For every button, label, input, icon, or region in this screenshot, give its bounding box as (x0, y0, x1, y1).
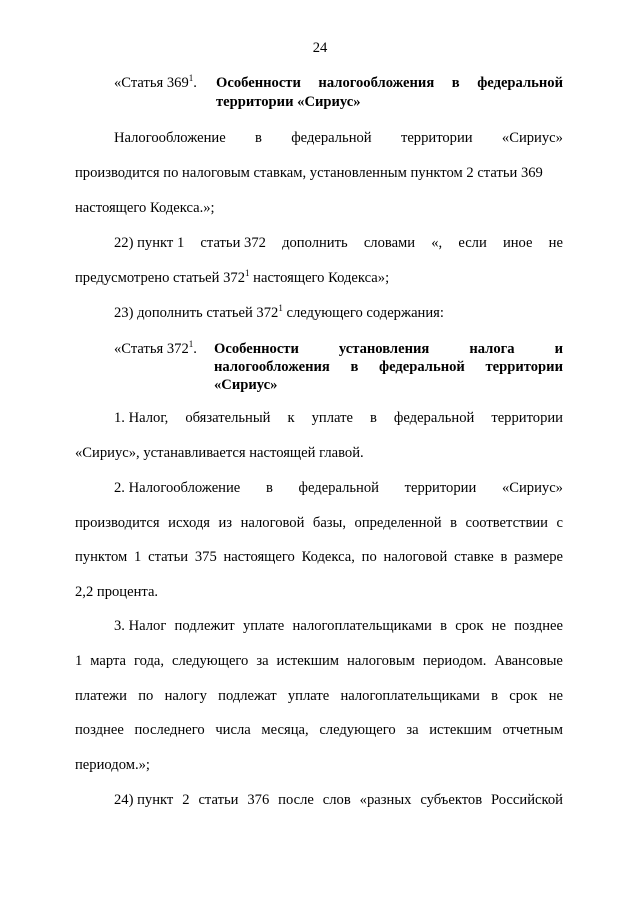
word: дополнить (282, 235, 348, 251)
article-372-1-title-line3: «Сириус» (214, 377, 278, 393)
article-label-text: «Статья 369 (114, 75, 189, 91)
superscript: 1 (245, 268, 250, 278)
word: территории (404, 480, 477, 496)
word: Авансовые (494, 653, 563, 669)
word: в (369, 410, 377, 426)
word: слов (322, 792, 351, 808)
word: по (138, 688, 154, 704)
point-3-line4 (75, 720, 563, 740)
point-2-line4: 2,2 процента. (75, 584, 159, 600)
word: 3. Налог (114, 618, 167, 634)
word: налоговой (383, 549, 448, 565)
item-22-text-end: настоящего Кодекса»; (249, 270, 390, 286)
word: за (406, 722, 419, 738)
article-369-1-title-line1 (216, 73, 563, 93)
word: территории (485, 359, 563, 375)
word: территории (400, 130, 473, 146)
paragraph-line: настоящего Кодекса.»; (75, 200, 215, 216)
article-369-1-title-line2: территории «Сириус» (216, 94, 361, 110)
word: статьи 372 (200, 235, 266, 251)
word: исходя (168, 515, 210, 531)
word: территории (491, 410, 563, 426)
word: федеральной (298, 480, 379, 496)
word: позднее (75, 722, 124, 738)
word: срок (455, 618, 484, 634)
article-label-superscript: 1 (188, 339, 194, 349)
word: Особенности (216, 75, 301, 91)
item-24-line1 (114, 790, 563, 810)
article-372-1-label (114, 339, 197, 359)
item-22-line1 (114, 233, 563, 253)
word: уплате (311, 410, 353, 426)
word: налогообложения (214, 359, 330, 375)
word: налогоплательщиками (340, 688, 480, 704)
point-3-line3 (75, 686, 563, 706)
word: если (458, 235, 487, 251)
word: «Сириус» (501, 130, 563, 146)
item-23-line (114, 303, 563, 323)
word: статьи (148, 549, 189, 565)
word: 1 (134, 549, 142, 565)
word: 2 (182, 792, 190, 808)
word: размере (514, 549, 563, 565)
word: статьи (198, 792, 239, 808)
word: 1 (75, 653, 83, 669)
paragraph-line (114, 128, 563, 148)
word: установления (338, 341, 430, 357)
word: настоящего (223, 549, 295, 565)
word: за (256, 653, 269, 669)
word: месяца, (261, 722, 309, 738)
word: налога (469, 341, 515, 357)
article-label-dot: . (193, 75, 197, 91)
word: 2. Налогообложение (114, 480, 241, 496)
word: 376 (247, 792, 270, 808)
word: в (500, 549, 508, 565)
word: года, (134, 653, 165, 669)
point-3-line1 (114, 616, 563, 636)
word: не (491, 618, 506, 634)
word: в (255, 130, 262, 146)
word: следующего (319, 722, 396, 738)
point-2-line3 (75, 547, 563, 567)
word: 24) пункт (114, 792, 174, 808)
word: срок (509, 688, 538, 704)
article-372-1-title-line1 (214, 339, 563, 359)
article-label-dot: . (193, 341, 197, 357)
word: и (554, 341, 563, 357)
word: налоговым (347, 653, 415, 669)
word: уплате (242, 618, 285, 634)
word: Особенности (214, 341, 299, 357)
word: в (350, 359, 359, 375)
word: базы, (312, 515, 347, 531)
word: после (278, 792, 314, 808)
point-2-line1 (114, 478, 563, 498)
word: федеральной (393, 410, 475, 426)
point-1-line2: «Сириус», устанавливается настоящей главой. (75, 445, 364, 461)
word: отчетным (502, 722, 563, 738)
word: в (491, 688, 498, 704)
word: платежи (75, 688, 127, 704)
word: 22) пункт 1 (114, 235, 185, 251)
word: 1. Налог, (114, 410, 169, 426)
word: федеральной (291, 130, 372, 146)
word: соответствии (465, 515, 548, 531)
article-369-1-label (114, 73, 197, 93)
word: следующего (172, 653, 249, 669)
word: не (548, 688, 563, 704)
word: налогу (164, 688, 207, 704)
word: подлежит (174, 618, 235, 634)
word: по (361, 549, 377, 565)
word: числа (215, 722, 251, 738)
word: в (451, 75, 460, 91)
word: обязательный (185, 410, 271, 426)
word: с (556, 515, 563, 531)
word: «Сириус» (501, 480, 563, 496)
word: федеральной (379, 359, 465, 375)
word: позднее (514, 618, 563, 634)
word: в (440, 618, 448, 634)
word: в (265, 480, 273, 496)
paragraph-line: производится по налоговым ставкам, установленным пунктом 2 статьи 369 (75, 165, 543, 181)
word: Кодекса, (301, 549, 355, 565)
point-1-line1 (114, 408, 563, 428)
word: не (548, 235, 563, 251)
word: «разных (359, 792, 412, 808)
word: ставке (454, 549, 494, 565)
word: налогоплательщиками (292, 618, 432, 634)
word: марта (90, 653, 127, 669)
word: уплате (287, 688, 330, 704)
word: иное (502, 235, 533, 251)
word: федеральной (477, 75, 563, 91)
superscript: 1 (278, 303, 283, 313)
point-3-line2 (75, 651, 563, 671)
word: в (450, 515, 457, 531)
word: производится (75, 515, 160, 531)
word: к (287, 410, 295, 426)
page-number: 24 (312, 40, 328, 56)
word: 375 (194, 549, 217, 565)
word: субъектов (420, 792, 483, 808)
word: последнего (134, 722, 205, 738)
item-22-text: предусмотрено статьей 372 (75, 270, 246, 286)
word: Российской (491, 792, 563, 808)
item-22-line2 (75, 268, 563, 288)
point-2-line2 (75, 513, 563, 533)
item-23-text-end: следующего содержания: (282, 305, 444, 321)
word: истекшим (276, 653, 340, 669)
item-23-text: 23) дополнить статьей 372 (114, 305, 279, 321)
article-372-1-title-line2 (214, 357, 563, 377)
article-label-superscript: 1 (188, 73, 194, 83)
word: Налогообложение (114, 130, 226, 146)
word: из (218, 515, 233, 531)
word: налогообложения (318, 75, 435, 91)
word: подлежат (218, 688, 277, 704)
word: определенной (354, 515, 442, 531)
word: пунктом (75, 549, 128, 565)
word: истекшим (429, 722, 492, 738)
word: «, (431, 235, 443, 251)
word: словами (363, 235, 416, 251)
word: налоговой (240, 515, 305, 531)
word: периодом. (422, 653, 487, 669)
point-3-line5: периодом.»; (75, 757, 150, 773)
article-label-text: «Статья 372 (114, 341, 189, 357)
